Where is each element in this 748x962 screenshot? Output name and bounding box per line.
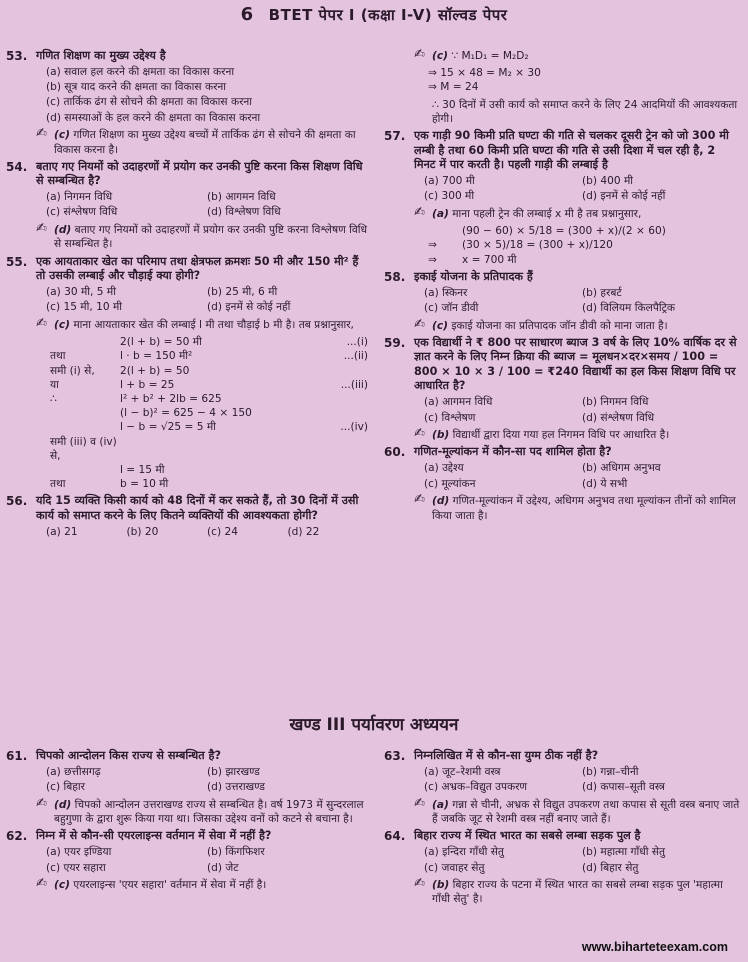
- answer-label: (d): [432, 495, 450, 508]
- website-link[interactable]: www.biharteteexam.com: [581, 940, 728, 954]
- options: [6, 65, 368, 126]
- answer: [384, 494, 740, 522]
- calc-expr: 2(l + b) = 50: [120, 364, 190, 377]
- answer: [384, 428, 740, 442]
- calc-row: [50, 420, 368, 434]
- option-item: (c) 15 मी, 10 मी: [46, 301, 123, 314]
- answer: [384, 204, 740, 221]
- question-stem: [384, 829, 740, 844]
- tick-icon: ✍: [36, 876, 47, 892]
- calc-expr: (90 − 60) × 5/18 = (300 + x)/(2 × 60): [462, 225, 666, 238]
- question-stem: [384, 270, 740, 285]
- answer-label: (a): [432, 207, 449, 220]
- answer-line: ∵ M₁D₁ = M₂D₂: [451, 50, 529, 62]
- answer-text-wrap: [414, 428, 740, 442]
- question-block: [6, 749, 368, 826]
- option-item: (d) समस्याओं के हल करने की क्षमता का विकास करना: [46, 111, 261, 124]
- question-text: बताए गए नियमों को उदाहरणों में प्रयोग कर उनकी पुष्टि करना किस शिक्षण विधि से सम्बन्धित है?: [36, 159, 363, 188]
- page-header: [0, 4, 748, 30]
- question-stem: [6, 255, 368, 284]
- option-item: (d) इनमें से कोई नहीं: [582, 190, 666, 203]
- answer-text-wrap: [36, 315, 368, 332]
- calc-row: [50, 364, 368, 378]
- option-item: (a) एयर इण्डिया: [46, 846, 112, 859]
- question-block: [6, 49, 368, 157]
- answer-text: माना आयताकार खेत की लम्बाई l मी तथा चौड़ाई b मी है। तब प्रश्नानुसार,: [73, 318, 354, 331]
- question-stem: [6, 494, 368, 523]
- options: [384, 845, 740, 875]
- answer: [6, 223, 368, 251]
- calc-expr: (l − b)² = 625 − 4 × 150: [120, 407, 252, 420]
- answer-text: बिहार राज्य के पटना में स्थित भारत का सबसे लम्बा सड़क पुल 'महात्मा गाँधी सेतु' है।: [432, 879, 723, 906]
- tick-icon: ✍: [414, 204, 425, 220]
- calc-line: ⇒ M = 24: [428, 81, 479, 94]
- option-item: (b) किंगफिशर: [207, 846, 265, 859]
- options: [384, 285, 740, 315]
- answer-text-wrap: [36, 223, 368, 251]
- answer-label: (b): [432, 879, 450, 892]
- option-item: (a) निगमन विधि: [46, 191, 113, 204]
- options: [384, 395, 740, 425]
- option-item: (c) 24: [207, 525, 238, 538]
- question-number: 55.: [6, 254, 28, 269]
- option-item: (c) संश्लेषण विधि: [46, 206, 118, 219]
- calc-expr: [120, 435, 332, 463]
- option-item: (b) 400 मी: [582, 175, 634, 188]
- answer-text-wrap: [36, 795, 368, 826]
- question-number: 59.: [384, 335, 406, 350]
- answer-label: (d): [54, 798, 72, 811]
- tick-icon: ✍: [36, 221, 47, 237]
- option-item: (b) 25 मी, 6 मी: [207, 286, 278, 299]
- question-number: 57.: [384, 129, 406, 144]
- tick-icon: ✍: [36, 126, 47, 142]
- option-item: (c) 300 मी: [424, 190, 475, 203]
- option-item: (d) बिहार सेतु: [582, 861, 639, 874]
- question-text: निम्नलिखित में से कौन-सा युग्म ठीक नहीं है?: [414, 749, 599, 762]
- calc-prefix: तथा: [50, 350, 66, 363]
- option-item: (d) विलियम किलपैट्रिक: [582, 301, 676, 314]
- question-block: [384, 336, 740, 443]
- calc-row: [50, 463, 368, 477]
- q55-calculation: [6, 335, 368, 491]
- question-text: गणित शिक्षण का मुख्य उद्देश्य है: [36, 49, 166, 62]
- calc-prefix: ⇒: [428, 253, 437, 266]
- calc-expr: (30 × 5)/18 = (300 + x)/120: [462, 239, 613, 252]
- calc-expr: l − b = √25 = 5 मी: [120, 421, 216, 434]
- option-item: (b) आगमन विधि: [207, 191, 276, 204]
- calc-ref: [332, 477, 368, 491]
- question-text: एक आयताकार खेत का परिमाप तथा क्षेत्रफल क्रमशः 50 मी और 150 मी² हैं तो उसकी लम्बाई और चौड़ाई क्या होगी?: [36, 254, 359, 283]
- option-item: (a) 21: [46, 525, 78, 538]
- question-56: [6, 494, 368, 539]
- options: [6, 765, 368, 795]
- option-item: (c) मूल्यांकन: [424, 477, 476, 490]
- question-number: 54.: [6, 159, 28, 174]
- right-question-list: [384, 129, 740, 221]
- question-number: 63.: [384, 749, 406, 763]
- calc-row: [428, 238, 740, 252]
- answer-label: (b): [432, 429, 450, 442]
- page-number: 6: [240, 4, 254, 25]
- tick-icon: ✍: [414, 795, 425, 811]
- calc-row: [50, 477, 368, 491]
- q56-note: ∴ 30 दिनों में उसी कार्य को समाप्त करने के लिए 24 आदमियों की आवश्यकता होगी।: [432, 98, 738, 125]
- option-item: (a) उद्देश्य: [424, 462, 464, 475]
- question-text: एक गाड़ी 90 किमी प्रति घण्टा की गति से चलकर दूसरी ट्रेन को जो 300 मी लम्बी है तथा 60 किमी प्रति घण्टा की गति से उसी दिशा में चल रही है, 2 मिनट में पार करती है। पहली गाड़ी की लम्बाई है: [414, 129, 729, 172]
- answer-label: (c): [432, 50, 448, 62]
- option-item: (b) गन्ना–चीनी: [582, 766, 639, 778]
- option-item: (b) महात्मा गाँधी सेतु: [582, 846, 666, 859]
- tick-icon: ✍: [414, 876, 425, 892]
- calc-ref: ...(ii): [343, 350, 368, 363]
- calc-ref: ...(iv): [340, 421, 368, 434]
- options: [384, 461, 740, 491]
- option-item: (c) जॉन डीवी: [424, 301, 479, 314]
- tick-icon: ✍: [36, 795, 47, 811]
- calc-expr: b = 10 मी: [120, 478, 169, 491]
- options: [6, 845, 368, 875]
- calc-ref: ...(iii): [340, 378, 368, 391]
- option-item: (d) 22: [287, 525, 320, 538]
- option-item: (d) उत्तराखण्ड: [207, 781, 265, 794]
- question-block: [384, 749, 740, 826]
- question-text: एक विद्यार्थी ने ₹ 800 पर साधारण ब्याज 3 वर्ष के लिए 10% वार्षिक दर से ज्ञात करने के लिए निम्न क्रिया की ब्याज = मूलधन×दर×समय / 100 = 800 × 10 × 3 / 100 = ₹240 विद्यार्थी का हल किस शिक्षण विधि पर आधारित है?: [414, 335, 737, 393]
- answer-label: (c): [54, 318, 70, 331]
- question-stem: [6, 160, 368, 189]
- question-block: [384, 829, 740, 906]
- tick-icon: ✍: [414, 426, 425, 442]
- option-item: (a) इन्दिरा गाँधी सेतु: [424, 846, 504, 859]
- calc-ref: [332, 406, 368, 420]
- question-text: यदि 15 व्यक्ति किसी कार्य को 48 दिनों में कर सकते हैं, तो 30 दिनों में उसी कार्य को समाप्त करने के लिए कितने व्यक्तियों की आवश्यकता होगी?: [36, 494, 359, 522]
- option-item: (a) 700 मी: [424, 175, 475, 188]
- option-item: (b) 20: [126, 525, 159, 538]
- calc-ref: [332, 392, 368, 406]
- question-stem: [384, 749, 740, 764]
- question-text: चिपको आन्दोलन किस राज्य से सम्बन्धित है?: [36, 749, 221, 762]
- q57-calculation: [384, 224, 740, 267]
- option-item: (a) जूट–रेशमी वस्त्र: [424, 766, 501, 778]
- question-number: 56.: [6, 494, 28, 509]
- options: [6, 190, 368, 220]
- question-text: बिहार राज्य में स्थित भारत का सबसे लम्बा सड़क पुल है: [414, 829, 641, 843]
- question-block: [384, 270, 740, 333]
- answer-label: (c): [432, 319, 448, 332]
- option-item: (c) तार्किक ढंग से सोचने की क्षमता का विकास करना: [46, 96, 253, 109]
- answer-text-wrap: [414, 494, 740, 522]
- left-column: [6, 46, 368, 541]
- answer: [384, 795, 740, 826]
- calc-row: [50, 378, 368, 392]
- options: [384, 765, 740, 795]
- answer-text: गन्ना से चीनी, अभ्रक से विद्युत उपकरण तथा कपास से सूती वस्त्र बनाए जाते हैं जबकि जूट से रेशमी वस्त्र नहीं बनाए जाते हैं।: [432, 798, 740, 826]
- option-item: (d) जेट: [207, 861, 239, 874]
- answer-text-wrap: [36, 878, 368, 892]
- calc-row: [50, 349, 368, 363]
- calc-row: [50, 335, 368, 349]
- tick-icon: ✍: [414, 47, 425, 62]
- option-item: (b) झारखण्ड: [207, 766, 260, 778]
- answer-label: (d): [54, 224, 72, 237]
- calc-expr: x = 700 मी: [462, 253, 517, 266]
- options: [384, 174, 740, 204]
- question-text: इकाई योजना के प्रतिपादक हैं: [414, 269, 533, 283]
- question-text: गणित-मूल्यांकन में कौन-सा पद शामिल होता है?: [414, 445, 612, 459]
- calc-ref: ...(i): [346, 336, 368, 349]
- question-stem: [384, 336, 740, 394]
- calc-row: [50, 406, 368, 420]
- calc-prefix: [50, 335, 120, 349]
- option-item: (c) जवाहर सेतु: [424, 861, 485, 874]
- tick-icon: ✍: [414, 492, 425, 508]
- calc-prefix: या: [50, 378, 59, 391]
- calc-ref: [332, 463, 368, 477]
- answer: [6, 128, 368, 156]
- left-question-list: [6, 49, 368, 332]
- answer-label: (c): [54, 129, 70, 142]
- calc-expr: l² + b² + 2lb = 625: [120, 392, 222, 405]
- page-title: BTET पेपर I (कक्षा I-V) सॉल्वड पेपर: [268, 6, 508, 24]
- question-block: [384, 129, 740, 221]
- answer-text: इकाई योजना का प्रतिपादक जॉन डीवी को माना जाता है।: [451, 319, 668, 332]
- option-item: (a) स्किनर: [424, 286, 468, 299]
- question-number: 64.: [384, 829, 406, 844]
- calc-expr: l = 15 मी: [120, 463, 165, 476]
- calc-expr: 2(l + b) = 50 मी: [120, 336, 202, 349]
- question-number: 60.: [384, 445, 406, 460]
- answer-text-wrap: [414, 795, 740, 826]
- question-block: [384, 445, 740, 522]
- q56-answer: [384, 49, 740, 63]
- calc-line: ⇒ 15 × 48 = M₂ × 30: [428, 67, 541, 80]
- calc-expr: l · b = 150 मी²: [120, 350, 193, 363]
- calc-expr: l + b = 25: [120, 378, 175, 391]
- options: [6, 524, 368, 539]
- calc-ref: [332, 435, 368, 463]
- answer-text: बताए गए नियमों को उदाहरणों में प्रयोग कर उनकी पुष्टि करना विश्लेषण विधि से सम्बन्धित है।: [54, 224, 367, 251]
- calc-prefix: समी (i) से,: [50, 364, 95, 377]
- calc-prefix: ∴: [50, 392, 57, 405]
- option-item: (b) सूत्र याद करने की क्षमता का विकास करना: [46, 81, 227, 94]
- option-item: (d) इनमें से कोई नहीं: [207, 301, 291, 314]
- option-item: (a) छत्तीसगढ़: [46, 766, 101, 778]
- answer: [384, 878, 740, 906]
- bottom-right-column: [384, 746, 740, 910]
- option-item: (b) अधिगम अनुभव: [582, 462, 661, 475]
- tick-icon: ✍: [414, 316, 425, 332]
- option-item: (b) हरबर्ट: [582, 286, 622, 299]
- answer-text: गणित शिक्षण का मुख्य उद्देश्य बच्चों में तार्किक ढंग से सोचने की क्षमता का विकास करना है।: [54, 129, 356, 156]
- answer-label: (a): [432, 798, 449, 811]
- calc-prefix: [50, 420, 120, 434]
- calc-ref: [332, 364, 368, 378]
- calc-prefix: [50, 406, 120, 420]
- tick-icon: ✍: [36, 315, 47, 331]
- question-block: [6, 160, 368, 252]
- calc-prefix: ⇒: [428, 239, 437, 252]
- question-text: निम्न में से कौन-सी एयरलाइन्स वर्तमान में सेवा में नहीं है?: [36, 829, 272, 843]
- option-item: (d) ये सभी: [582, 477, 628, 490]
- answer-text: माना पहली ट्रेन की लम्बाई x मी है तब प्रश्नानुसार,: [452, 207, 642, 220]
- answer-text-wrap: [36, 128, 368, 156]
- answer-text: एयरलाइन्स 'एयर सहारा' वर्तमान में सेवा में नहीं है।: [73, 879, 267, 892]
- option-item: (c) एयर सहारा: [46, 861, 106, 874]
- calc-prefix: [50, 463, 120, 477]
- option-item: (d) विश्लेषण विधि: [207, 206, 281, 219]
- answer-text-wrap: [414, 316, 740, 333]
- calc-row: [50, 435, 368, 463]
- calc-row: [428, 253, 740, 267]
- option-item: (d) कपास–सूती वस्त्र: [582, 781, 665, 794]
- calc-prefix: [428, 224, 462, 238]
- question-stem: [6, 49, 368, 64]
- answer: [384, 316, 740, 333]
- question-number: 62.: [6, 829, 28, 844]
- bottom-left-column: [6, 746, 368, 895]
- right-question-list-2: [384, 270, 740, 523]
- calc-prefix: समी (iii) व (iv) से,: [50, 435, 117, 462]
- q56-calculation: [384, 66, 740, 94]
- answer-label: (c): [54, 879, 70, 892]
- option-item: (c) बिहार: [46, 781, 85, 794]
- calc-row: [428, 224, 740, 238]
- option-item: (c) विश्लेषण: [424, 411, 476, 424]
- question-stem: [384, 129, 740, 173]
- answer: [6, 315, 368, 332]
- question-number: 61.: [6, 749, 28, 763]
- answer: [6, 878, 368, 892]
- option-item: (a) आगमन विधि: [424, 396, 493, 409]
- answer-text: विद्यार्थी द्वारा दिया गया हल निगमन विधि पर आधारित है।: [452, 429, 670, 442]
- answer-text-wrap: [414, 878, 740, 906]
- question-number: 58.: [384, 269, 406, 284]
- option-item: (b) निगमन विधि: [582, 396, 649, 409]
- question-number: 53.: [6, 49, 28, 63]
- question-stem: [384, 445, 740, 460]
- calc-prefix: तथा: [50, 478, 66, 491]
- section-title: खण्ड III पर्यावरण अध्ययन: [289, 715, 459, 735]
- question-stem: [6, 829, 368, 844]
- answer: [6, 795, 368, 826]
- answer-text: गणित-मूल्यांकन में उद्देश्य, अधिगम अनुभव तथा मूल्यांकन तीनों को शामिल किया जाता है।: [432, 495, 736, 522]
- answer-text-wrap: [414, 204, 740, 221]
- option-item: (a) सवाल हल करने की क्षमता का विकास करना: [46, 66, 235, 78]
- question-stem: [6, 749, 368, 764]
- option-item: (c) अभ्रक–विद्युत उपकरण: [424, 781, 528, 794]
- option-item: (d) संश्लेषण विधि: [582, 411, 655, 424]
- options: [6, 285, 368, 315]
- answer-text: चिपको आन्दोलन उत्तराखण्ड राज्य से सम्बन्धित है। वर्ष 1973 में सुन्दरलाल बहुगुणा के द्वारा शुरू किया गया था। जिसका उद्देश्य वनों को कटने से बचाना है।: [54, 798, 364, 826]
- question-block: [6, 829, 368, 892]
- right-column: [384, 46, 740, 526]
- option-item: (a) 30 मी, 5 मी: [46, 286, 116, 299]
- calc-row: [50, 392, 368, 406]
- question-block: [6, 255, 368, 333]
